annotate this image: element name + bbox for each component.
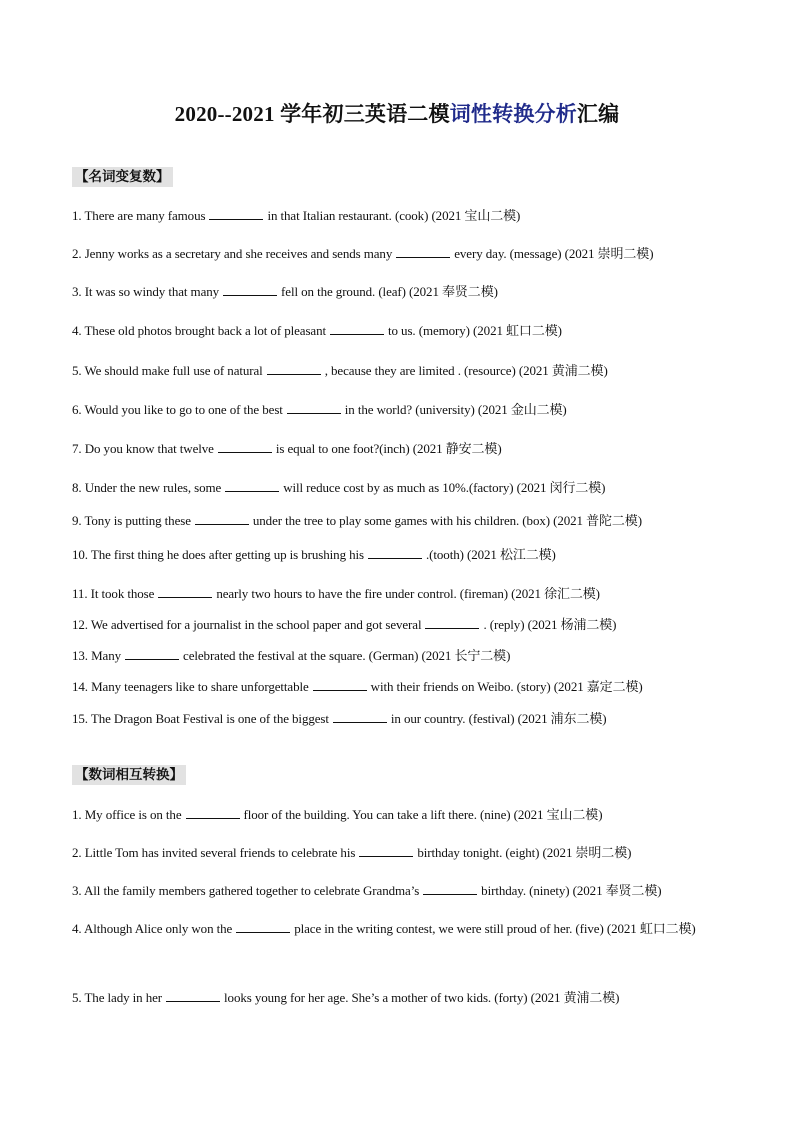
question-hint: fell on the ground. (leaf) (2021 奉贤二模) [281, 284, 498, 299]
question-text: 15. The Dragon Boat Festival is one of the biggest [72, 711, 329, 726]
question-text: 2. Jenny works as a secretary and she receives and sends many [72, 246, 393, 261]
question-hint: celebrated the festival at the square. (German) (2021 长宁二模) [183, 648, 511, 663]
question-item [72, 799, 732, 831]
question-hint: nearly two hours to have the fire under control. (fireman) (2021 徐汇二模) [216, 586, 600, 601]
question-hint: birthday tonight. (eight) (2021 崇明二模) [417, 845, 632, 860]
section-heading-noun-plural: 【名词变复数】 [72, 167, 173, 187]
answer-blank[interactable] [166, 990, 220, 1002]
section-heading-numeral: 【数词相互转换】 [72, 765, 186, 785]
question-text: 11. It took those [72, 586, 155, 601]
question-text: 5. The lady in her [72, 990, 163, 1005]
question-item [72, 875, 732, 907]
question-item [72, 276, 732, 308]
question-hint: under the tree to play some games with his children. (box) (2021 普陀二模) [252, 513, 642, 528]
question-hint: is equal to one foot?(inch) (2021 静安二模) [275, 441, 502, 456]
question-item [72, 539, 732, 571]
answer-blank[interactable] [396, 246, 450, 258]
page-title [0, 98, 794, 128]
question-item [72, 640, 732, 672]
answer-blank[interactable] [158, 586, 212, 598]
question-hint: looks young for her age. She’s a mother of two kids. (forty) (2021 黄浦二模) [224, 990, 620, 1005]
question-text: 8. Under the new rules, some [72, 480, 222, 495]
question-text: 4. Although Alice only won the [72, 921, 233, 936]
question-text: 9. Tony is putting these [72, 513, 191, 528]
question-hint: birthday. (ninety) (2021 奉贤二模) [481, 883, 662, 898]
question-text: 13. Many [72, 648, 122, 663]
question-text: 3. It was so windy that many [72, 284, 220, 299]
question-hint: every day. (message) (2021 崇明二模) [454, 246, 654, 261]
question-item [72, 913, 732, 945]
answer-blank[interactable] [333, 711, 387, 723]
question-text: 10. The first thing he does after getting up is brushing his [72, 547, 364, 562]
question-hint: place in the writing contest, we were still proud of her. (five) (2021 虹口二模) [294, 921, 696, 936]
question-text: 14. Many teenagers like to share unforgettable [72, 679, 309, 694]
answer-blank[interactable] [223, 284, 277, 296]
question-hint: . (reply) (2021 杨浦二模) [483, 617, 617, 632]
question-item [72, 472, 732, 504]
question-item [72, 315, 732, 347]
question-item [72, 355, 732, 387]
answer-blank[interactable] [425, 617, 479, 629]
answer-blank[interactable] [287, 402, 341, 414]
answer-blank[interactable] [359, 845, 413, 857]
question-hint: floor of the building. You can take a lift there. (nine) (2021 宝山二模) [243, 807, 603, 822]
question-item [72, 394, 732, 426]
question-hint: .(tooth) (2021 松江二模) [426, 547, 556, 562]
answer-blank[interactable] [423, 883, 477, 895]
answer-blank[interactable] [368, 547, 422, 559]
question-text: 12. We advertised for a journalist in the school paper and got several [72, 617, 422, 632]
question-hint: in our country. (festival) (2021 浦东二模) [390, 711, 607, 726]
question-item [72, 982, 732, 1014]
question-item [72, 578, 732, 610]
question-text: 6. Would you like to go to one of the best [72, 402, 283, 417]
question-hint: in the world? (university) (2021 金山二模) [344, 402, 567, 417]
answer-blank[interactable] [330, 323, 384, 335]
answer-blank[interactable] [125, 648, 179, 660]
answer-blank[interactable] [267, 363, 321, 375]
answer-blank[interactable] [195, 513, 249, 525]
question-hint: , because they are limited . (resource) (2021 黄浦二模) [324, 363, 608, 378]
answer-blank[interactable] [218, 441, 272, 453]
answer-blank[interactable] [236, 921, 290, 933]
question-hint: with their friends on Weibo. (story) (2021 嘉定二模) [370, 679, 643, 694]
question-item [72, 433, 732, 465]
title-suffix: 汇编 [576, 102, 620, 126]
question-text: 5. We should make full use of natural [72, 363, 263, 378]
question-item [72, 837, 732, 869]
question-item [72, 505, 732, 537]
question-text: 2. Little Tom has invited several friends to celebrate his [72, 845, 356, 860]
question-item [72, 238, 732, 270]
answer-blank[interactable] [209, 208, 263, 220]
title-prefix: 2020--2021 学年初三英语二模 [174, 102, 450, 126]
question-item [72, 703, 732, 735]
question-text: 7. Do you know that twelve [72, 441, 214, 456]
question-text: 1. My office is on the [72, 807, 182, 822]
answer-blank[interactable] [313, 679, 367, 691]
question-text: 1. There are many famous [72, 208, 206, 223]
answer-blank[interactable] [225, 480, 279, 492]
question-hint: to us. (memory) (2021 虹口二模) [388, 323, 562, 338]
answer-blank[interactable] [186, 807, 240, 819]
question-hint: in that Italian restaurant. (cook) (2021 宝山二模) [267, 208, 521, 223]
question-hint: will reduce cost by as much as 10%.(factory) (2021 闵行二模) [283, 480, 606, 495]
question-text: 3. All the family members gathered together to celebrate Grandma’s [72, 883, 420, 898]
title-highlight: 词性转换分析 [449, 102, 577, 126]
question-text: 4. These old photos brought back a lot of pleasant [72, 323, 326, 338]
question-item [72, 200, 732, 232]
question-item [72, 671, 732, 703]
question-item [72, 609, 732, 641]
